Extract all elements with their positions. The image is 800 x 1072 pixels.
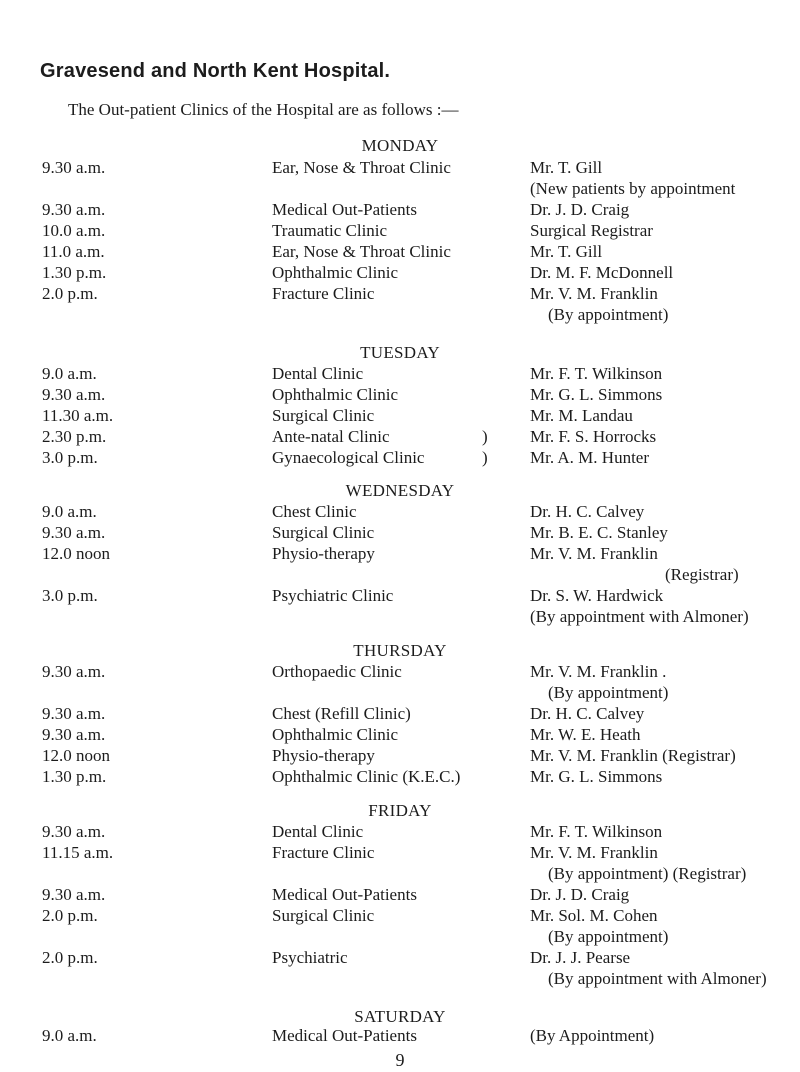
clinic-row	[0, 364, 800, 386]
clinic-staff: Mr. T. Gill	[530, 242, 603, 261]
clinic-name: Ante-natal Clinic	[272, 427, 390, 446]
clinic-name: Medical Out-Patients	[272, 1026, 417, 1045]
clinic-name: Physio-therapy	[272, 746, 375, 765]
clinic-name: Ophthalmic Clinic (K.E.C.)	[272, 767, 461, 786]
clinic-row	[0, 221, 800, 243]
clinic-time: 9.30 a.m.	[42, 822, 106, 841]
clinic-staff: Mr. V. M. Franklin	[530, 843, 658, 862]
clinic-time: 11.0 a.m.	[42, 242, 105, 261]
clinic-time: 2.0 p.m.	[42, 284, 98, 303]
clinic-staff: Dr. M. F. McDonnell	[530, 263, 674, 282]
clinic-staff: Dr. S. W. Hardwick	[530, 586, 664, 605]
day-heading-thursday: THURSDAY	[353, 641, 447, 660]
clinic-row	[0, 746, 800, 768]
clinic-name: Gynaecological Clinic	[272, 448, 425, 467]
clinic-time: 9.30 a.m.	[42, 885, 106, 904]
clinic-name: Surgical Clinic	[272, 406, 375, 425]
clinic-name: Ophthalmic Clinic	[272, 263, 399, 282]
clinic-name: Chest (Refill Clinic)	[272, 704, 411, 723]
clinic-name: Chest Clinic	[272, 502, 357, 521]
clinic-name: Ear, Nose & Throat Clinic	[272, 158, 451, 177]
clinic-staff: Mr. V. M. Franklin	[530, 284, 658, 303]
clinic-row	[0, 586, 800, 608]
page-number: 9	[395, 1050, 405, 1070]
clinic-row	[0, 263, 800, 285]
clinic-staff: Mr. F. S. Horrocks	[530, 427, 657, 446]
clinic-staff: Dr. J. D. Craig	[530, 200, 630, 219]
clinic-staff: Mr. V. M. Franklin .	[530, 662, 667, 681]
clinic-name: Fracture Clinic	[272, 843, 375, 862]
clinic-row	[0, 427, 800, 449]
clinic-staff: Mr. V. M. Franklin	[530, 544, 658, 563]
clinic-staff: Mr. A. M. Hunter	[530, 448, 649, 467]
clinic-row	[0, 242, 800, 264]
day-heading-friday: FRIDAY	[368, 801, 432, 820]
clinic-time: 9.30 a.m.	[42, 200, 106, 219]
day-heading-wednesday: WEDNESDAY	[345, 481, 455, 500]
clinic-row	[0, 725, 800, 747]
clinic-time: 9.30 a.m.	[42, 158, 106, 177]
clinic-staff: Mr. V. M. Franklin (Registrar)	[530, 746, 736, 765]
clinic-staff: Surgical Registrar	[530, 221, 653, 240]
clinic-staff: Mr. G. L. Simmons	[530, 767, 663, 786]
clinic-time: 9.30 a.m.	[42, 385, 106, 404]
clinic-name: Surgical Clinic	[272, 906, 375, 925]
clinic-note: (By appointment with Almoner)	[548, 969, 767, 988]
clinic-row	[0, 948, 800, 970]
clinic-note: (By appointment)	[548, 683, 669, 702]
clinic-staff: Mr. F. T. Wilkinson	[530, 364, 663, 383]
day-heading-tuesday: TUESDAY	[360, 343, 440, 362]
clinic-staff: (By Appointment)	[530, 1026, 655, 1045]
clinic-time: 11.30 a.m.	[42, 406, 114, 425]
clinic-staff: Dr. J. D. Craig	[530, 885, 630, 904]
clinic-name: Physio-therapy	[272, 544, 375, 563]
clinic-row	[0, 523, 800, 545]
clinic-row	[0, 885, 800, 907]
day-heading-saturday: SATURDAY	[354, 1007, 446, 1026]
clinic-row	[0, 448, 800, 470]
clinic-row	[0, 704, 800, 726]
clinic-staff: Mr. W. E. Heath	[530, 725, 641, 744]
clinic-staff: Dr. J. J. Pearse	[530, 948, 631, 967]
clinic-staff: Mr. F. T. Wilkinson	[530, 822, 663, 841]
clinic-time: 12.0 noon	[42, 544, 110, 563]
clinic-name: Psychiatric	[272, 948, 348, 967]
clinic-time: 3.0 p.m.	[42, 448, 98, 467]
clinic-time: 9.30 a.m.	[42, 662, 106, 681]
clinic-note: (By appointment with Almoner)	[530, 607, 749, 626]
clinic-staff: Mr. G. L. Simmons	[530, 385, 663, 404]
intro-text: The Out-patient Clinics of the Hospital are as follows :—	[68, 100, 459, 119]
clinic-row	[0, 1026, 800, 1048]
clinic-time: 2.30 p.m.	[42, 427, 107, 446]
clinic-note: (By appointment) (Registrar)	[548, 864, 747, 883]
clinic-name: Dental Clinic	[272, 822, 364, 841]
clinic-name: Ophthalmic Clinic	[272, 725, 399, 744]
clinic-time: 9.30 a.m.	[42, 704, 106, 723]
clinic-time: 11.15 a.m.	[42, 843, 114, 862]
clinic-staff: Mr. B. E. C. Stanley	[530, 523, 668, 542]
clinic-name: Orthopaedic Clinic	[272, 662, 402, 681]
clinic-time: 9.0 a.m.	[42, 502, 97, 521]
clinic-time: 1.30 p.m.	[42, 263, 107, 282]
clinic-time: 1.30 p.m.	[42, 767, 107, 786]
clinic-time: 10.0 a.m.	[42, 221, 106, 240]
clinic-row	[0, 406, 800, 428]
clinic-staff: Mr. Sol. M. Cohen	[530, 906, 658, 925]
clinic-note: (Registrar)	[665, 565, 739, 584]
clinic-time: 2.0 p.m.	[42, 906, 98, 925]
document-title: Gravesend and North Kent Hospital.	[40, 60, 391, 82]
clinic-time: 9.30 a.m.	[42, 523, 106, 542]
day-heading-monday: MONDAY	[361, 136, 439, 155]
clinic-time: 3.0 p.m.	[42, 586, 98, 605]
clinic-time: 9.30 a.m.	[42, 725, 106, 744]
clinic-row	[0, 158, 800, 180]
clinic-name: Medical Out-Patients	[272, 885, 417, 904]
clinic-note: (New patients by appointment	[530, 179, 736, 198]
clinic-time: 12.0 noon	[42, 746, 110, 765]
clinic-row	[0, 544, 800, 566]
clinic-name: Dental Clinic	[272, 364, 364, 383]
clinic-name: Ear, Nose & Throat Clinic	[272, 242, 451, 261]
clinic-row	[0, 767, 800, 789]
clinic-name: Medical Out-Patients	[272, 200, 417, 219]
clinic-row	[0, 284, 800, 306]
bracket-mark: )	[482, 427, 488, 446]
clinic-name: Traumatic Clinic	[272, 221, 388, 240]
clinic-time: 9.0 a.m.	[42, 1026, 97, 1045]
clinic-time: 2.0 p.m.	[42, 948, 98, 967]
clinic-staff: Dr. H. C. Calvey	[530, 704, 645, 723]
bracket-mark: )	[482, 448, 488, 467]
clinic-name: Surgical Clinic	[272, 523, 375, 542]
clinic-row	[0, 906, 800, 928]
clinic-name: Fracture Clinic	[272, 284, 375, 303]
clinic-name: Psychiatric Clinic	[272, 586, 394, 605]
clinic-staff: Dr. H. C. Calvey	[530, 502, 645, 521]
clinic-staff: Mr. T. Gill	[530, 158, 603, 177]
clinic-row	[0, 385, 800, 407]
clinic-staff: Mr. M. Landau	[530, 406, 633, 425]
clinic-row	[0, 662, 800, 684]
clinic-time: 9.0 a.m.	[42, 364, 97, 383]
clinic-note: (By appointment)	[548, 927, 669, 946]
clinic-name: Ophthalmic Clinic	[272, 385, 399, 404]
clinic-row	[0, 502, 800, 524]
clinic-row	[0, 843, 800, 865]
clinic-note: (By appointment)	[548, 305, 669, 324]
clinic-row	[0, 200, 800, 222]
clinic-row	[0, 822, 800, 844]
